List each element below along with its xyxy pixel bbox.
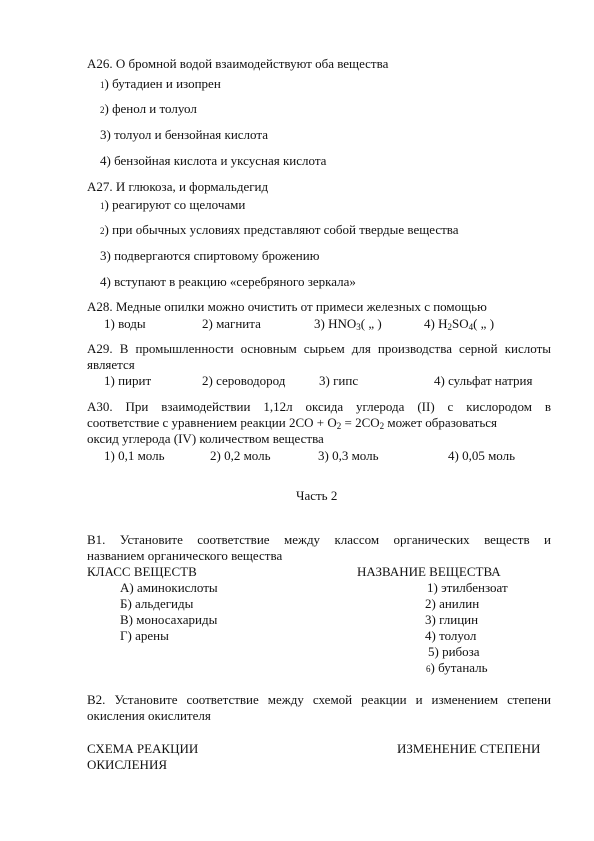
question-a28: А28. Медные опилки можно очистить от примеси железных с помощью (87, 299, 487, 314)
option-a30-4: 4) 0,05 моль (448, 448, 516, 463)
b2-column-header-right-cont: ОКИСЛЕНИЯ (87, 757, 167, 772)
b1-right-item-5: 5) рибоза (428, 644, 480, 659)
option-a29-4: 4) сульфат натрия (434, 373, 533, 388)
option-a28-3: 3) $HNO_3$( „ ) (314, 316, 382, 332)
option-a26-2: 2) фенол и толуол (100, 101, 197, 116)
option-a28-2: 2) магнита (202, 316, 261, 331)
option-a29-1: 1) пирит (104, 373, 152, 388)
option-a26-3: 3) толуол и бензойная кислота (100, 127, 268, 142)
b2-column-header-right: ИЗМЕНЕНИЕ СТЕПЕНИ (397, 741, 541, 756)
question-b2-line1: В2. Установите соответствие между схемой реакции и изменением степени (87, 692, 551, 707)
b2-column-header-left: СХЕМА РЕАКЦИИ (87, 741, 199, 756)
question-a30-line2: соответствие с уравнением реакции $2CO + O_2 = 2CO_2$ может образоваться (87, 415, 498, 431)
question-a26: А26. О бромной водой взаимодействуют оба вещества (87, 56, 389, 71)
option-a30-3: 3) 0,3 моль (318, 448, 379, 463)
option-a27-1: 1) реагируют со щелочами (100, 197, 246, 212)
question-a30-line3: оксид углерода (IV) количеством вещества (87, 431, 324, 446)
question-b2-line2: окисления окислителя (87, 708, 211, 723)
b1-right-item-1: 1) этилбензоат (427, 580, 508, 595)
option-a28-4: 4) $H_2SO_4$( „ ) (424, 316, 495, 332)
question-a29-line1: А29. В промышленности основным сырьем для производства серной кислоты (87, 341, 551, 356)
b1-right-item-3: 3) глицин (425, 612, 479, 627)
option-a27-2: 2) при обычных условиях представляют собой твердые вещества (100, 222, 459, 237)
option-a26-1: 1) бутадиен и изопрен (100, 76, 221, 91)
option-a27-4: 4) вступают в реакцию «серебряного зеркала» (100, 274, 356, 289)
b1-right-item-4: 4) толуол (425, 628, 477, 643)
option-a28-1: 1) воды (104, 316, 146, 331)
option-a27-3: 3) подвергаются спиртовому брожению (100, 248, 320, 263)
option-a29-2: 2) сероводород (202, 373, 286, 388)
b1-left-item-a: А) аминокислоты (120, 580, 218, 595)
b1-right-item-2: 2) анилин (425, 596, 480, 611)
b1-right-item-6: 6) бутаналь (426, 660, 488, 675)
option-a30-2: 2) 0,2 моль (210, 448, 271, 463)
option-a26-4: 4) бензойная кислота и уксусная кислота (100, 153, 327, 168)
question-a27: А27. И глюкоза, и формальдегид (87, 179, 269, 194)
question-a29-line2: является (87, 357, 135, 372)
question-b1-line1: В1. Установите соответствие между классом органических веществ и (87, 532, 551, 547)
b1-left-item-d: Г) арены (120, 628, 169, 643)
b1-column-header-left: КЛАСС ВЕЩЕСТВ (87, 564, 197, 579)
question-b1-line2: названием органического вещества (87, 548, 283, 563)
section-heading-part2: Часть 2 (296, 488, 338, 503)
b1-column-header-right: НАЗВАНИЕ ВЕЩЕСТВА (357, 564, 501, 579)
question-a30-line1: А30. При взаимодействии 1,12л оксида углерода (II) с кислородом в (87, 399, 551, 414)
b1-left-item-b: Б) альдегиды (120, 596, 194, 611)
option-a29-3: 3) гипс (319, 373, 359, 388)
option-a30-1: 1) 0,1 моль (104, 448, 165, 463)
b1-left-item-c: В) моносахариды (120, 612, 218, 627)
